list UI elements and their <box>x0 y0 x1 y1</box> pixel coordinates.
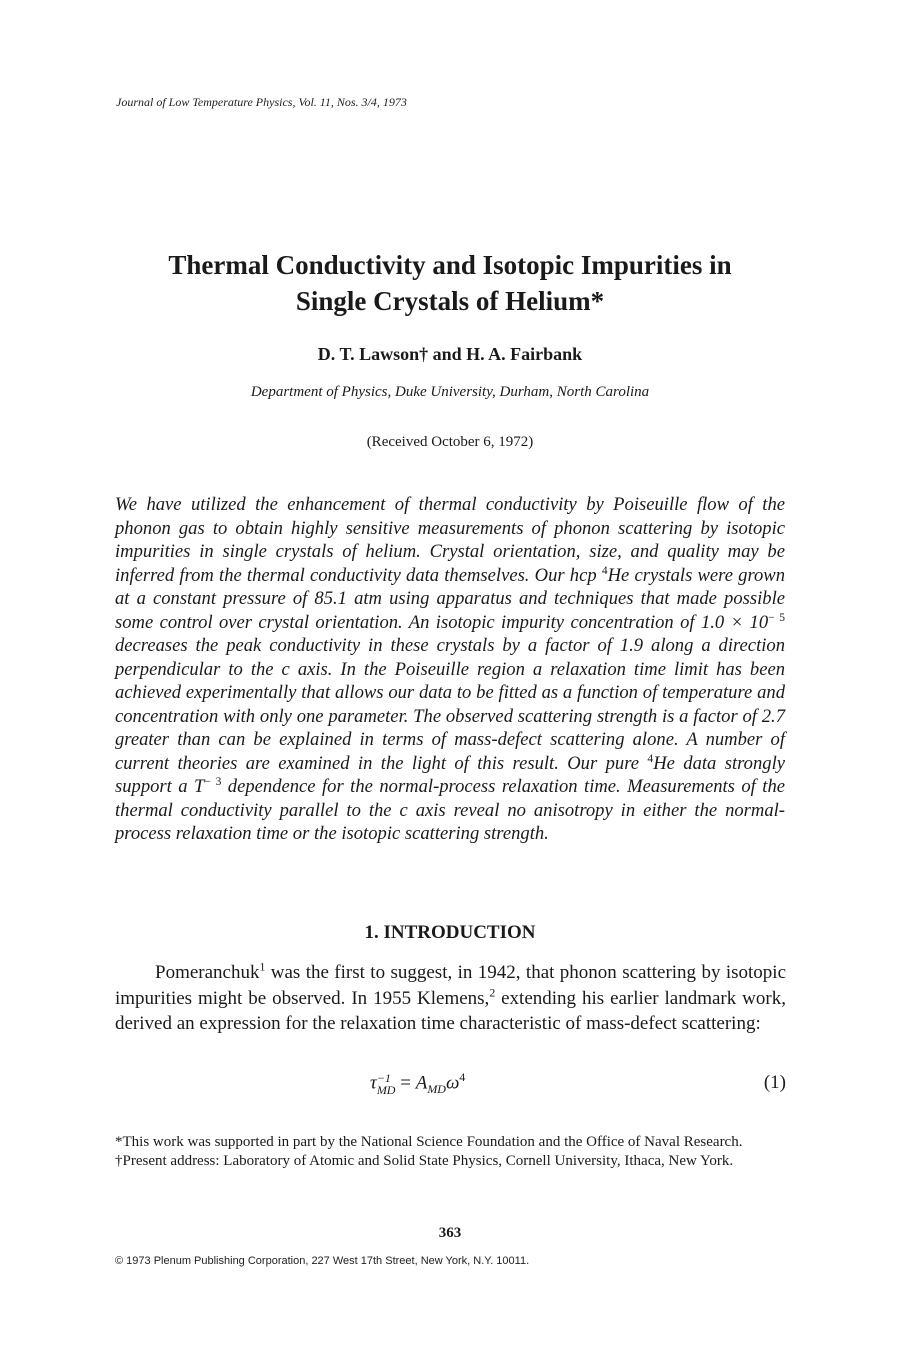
footnotes <box>115 1133 791 1171</box>
intro-text-3: extending his earlier landmark work, derived an expression for the relaxation time characteristic of mass-defect scattering: <box>115 987 786 1034</box>
authors: D. T. Lawson† and H. A. Fairbank <box>317 344 583 364</box>
abstract-text-1: We have utilized the enhancement of thermal conductivity by Poiseuille flow of the phonon gas to obtain highly sensitive measurements of phonon scattering by isotopic impurities in single crystals of helium. Crystal orientation, size, and quality may be inferred from the thermal conductivity data themselves. Our hcp <box>115 494 785 586</box>
running-head: Journal of Low Temperature Physics, Vol. 11, Nos. 3/4, 1973 <box>116 95 407 109</box>
affiliation: Department of Physics, Duke University, Durham, North Carolina <box>250 384 650 400</box>
intro-paragraph <box>115 960 786 1037</box>
abstract-sup-3: 4 <box>647 752 654 765</box>
abstract-text-4: He data strongly support a T <box>115 752 785 797</box>
page-number: 363 <box>438 1225 462 1241</box>
eq-equals: = <box>395 1072 416 1094</box>
intro-ref-2: 2 <box>489 986 496 1000</box>
abstract-sup-1: 4 <box>601 564 608 577</box>
paper-title <box>100 247 800 319</box>
section-heading: 1. INTRODUCTION <box>364 922 536 943</box>
abstract-text-2: He crystals were grown at a constant pressure of 85.1 atm using apparatus and techniques that made possible some control over crystal orientation. An isotopic impurity concentration of 1.0 × 10 <box>115 564 785 633</box>
footnote-address: †Present address: Laboratory of Atomic and Solid State Physics, Cornell University, Ithaca, New York. <box>115 1153 734 1169</box>
eq-a: A <box>415 1072 428 1094</box>
intro-text-1: Pomeranchuk <box>155 962 260 983</box>
eq-tau-sup: −1 <box>376 1071 391 1085</box>
eq-omega-sup: 4 <box>459 1071 466 1085</box>
eq-tau: τ <box>370 1072 377 1094</box>
copyright-line: © 1973 Plenum Publishing Corporation, 227 West 17th Street, New York, N.Y. 10011. <box>115 1255 530 1267</box>
eq-omega: ω <box>445 1072 460 1094</box>
abstract <box>115 493 785 846</box>
abstract-sup-4: − 3 <box>204 775 222 788</box>
abstract-sup-2: − 5 <box>768 611 785 624</box>
intro-ref-1: 1 <box>259 960 266 974</box>
footnote-funding: *This work was supported in part by the National Science Foundation and the Office of Naval Research. <box>115 1134 743 1150</box>
eq-tau-sub: MD <box>376 1083 396 1097</box>
equation <box>370 1072 465 1097</box>
equation-number: (1) <box>763 1072 786 1093</box>
title-line-2: Single Crystals of Helium* <box>295 286 605 316</box>
intro-text-2: was the first to suggest, in 1942, that phonon scattering by isotopic impurities might be observed. In 1955 Klemens, <box>115 962 786 1009</box>
eq-a-sub: MD <box>427 1082 446 1097</box>
title-line-1: Thermal Conductivity and Isotopic Impurities in <box>168 250 732 280</box>
eq-tau-indices <box>377 1072 396 1096</box>
received-date: (Received October 6, 1972) <box>366 434 534 450</box>
abstract-text-3: decreases the peak conductivity in these crystals by a factor of 1.9 along a direction perpendicular to the c axis. In the Poiseuille region a relaxation time limit has been achieved experimentally that allows our data to be fitted as a function of temperature and concentration with only one parameter. The observed scattering strength is a factor of 2.7 greater than can be explained in terms of mass-defect scattering alone. A number of current theories are examined in the light of this result. Our pure <box>115 635 785 774</box>
equation-row <box>115 1068 786 1102</box>
abstract-text-5: dependence for the normal-process relaxation time. Measurements of the thermal conductivity parallel to the c axis reveal no anisotropy in either the normal-process relaxation time or the isotopic scattering strength. <box>115 776 785 844</box>
